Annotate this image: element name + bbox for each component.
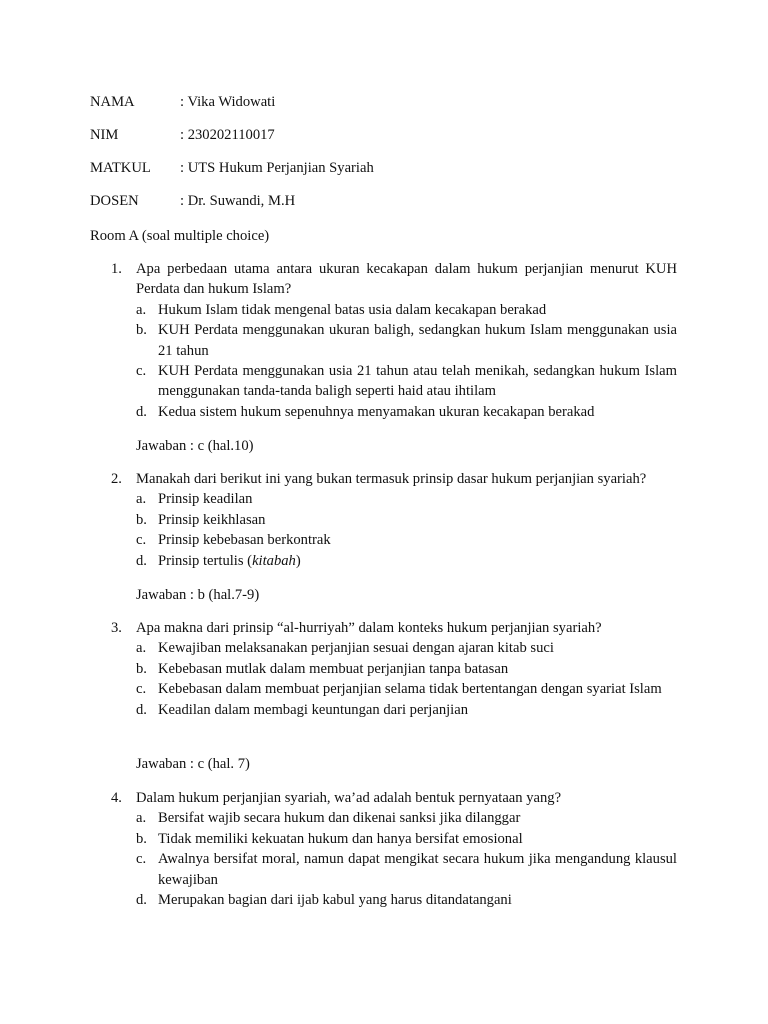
- option-letter: d.: [136, 701, 147, 718]
- question-number: 2.: [111, 471, 122, 487]
- option-text: Tidak memiliki kekuatan hukum dan hanya bersifat emosional: [158, 830, 523, 847]
- option-item: [136, 638, 677, 658]
- option-item: [136, 890, 677, 910]
- field-value-dosen: : Dr. Suwandi, M.H: [180, 193, 296, 209]
- question-text: Dalam hukum perjanjian syariah, wa’ad adalah bentuk pernyataan yang?: [136, 790, 562, 806]
- option-text: Kebebasan mutlak dalam membuat perjanjian tanpa batasan: [158, 660, 509, 677]
- option-item: [136, 361, 677, 402]
- question-text: Apa makna dari prinsip “al-hurriyah” dalam konteks hukum perjanjian syariah?: [136, 620, 602, 636]
- option-letter: b.: [136, 322, 147, 339]
- question-4: [111, 788, 677, 910]
- answer-3: Jawaban : c (hal. 7): [136, 756, 250, 772]
- option-text: [158, 551, 677, 571]
- option-list: [136, 638, 677, 720]
- option-letter: a.: [136, 810, 147, 827]
- field-value-nama: : Vika Widowati: [180, 94, 276, 110]
- option-text: Awalnya bersifat moral, namun dapat mengikat secara hukum jika mengandung klausul kewajiban: [158, 851, 677, 888]
- option-item: [136, 808, 677, 828]
- option-text-before: Prinsip tertulis (: [158, 552, 253, 569]
- question-text: Apa perbedaan utama antara ukuran kecakapan dalam hukum perjanjian menurut KUH Perdata dan hukum Islam?: [136, 261, 677, 298]
- section-title: Room A (soal multiple choice): [90, 228, 270, 244]
- field-value-matkul: : UTS Hukum Perjanjian Syariah: [180, 160, 374, 176]
- answer-1: Jawaban : c (hal.10): [136, 438, 254, 454]
- option-item: [136, 659, 677, 679]
- option-item: [136, 551, 677, 571]
- field-label-nim: NIM: [90, 127, 119, 143]
- option-letter: a.: [136, 640, 147, 657]
- option-list: [136, 489, 677, 571]
- option-letter: a.: [136, 301, 147, 318]
- field-label-nama: NAMA: [90, 94, 135, 110]
- option-text: Kedua sistem hukum sepenuhnya menyamakan ukuran kecakapan berakad: [158, 403, 595, 420]
- field-value-nim: : 230202110017: [180, 127, 275, 143]
- option-text: Prinsip keadilan: [158, 491, 253, 508]
- option-letter: a.: [136, 491, 147, 508]
- question-number: 3.: [111, 620, 122, 636]
- option-letter: d.: [136, 403, 147, 420]
- option-item: [136, 320, 677, 361]
- option-letter: d.: [136, 892, 147, 909]
- option-text: Prinsip keikhlasan: [158, 511, 266, 528]
- option-item: [136, 700, 677, 720]
- option-item: [136, 402, 677, 422]
- question-3: [111, 618, 677, 720]
- option-text-italic: kitabah: [252, 552, 296, 569]
- option-text: Bersifat wajib secara hukum dan dikenai sanksi jika dilanggar: [158, 810, 521, 827]
- option-text: KUH Perdata menggunakan usia 21 tahun atau telah menikah, sedangkan hukum Islam menggunakan tanda-tanda baligh seperti haid atau ihtilam: [158, 363, 677, 400]
- option-text-after: ): [295, 552, 301, 569]
- option-text: Merupakan bagian dari ijab kabul yang harus ditandatangani: [158, 892, 512, 909]
- option-letter: b.: [136, 511, 147, 528]
- option-letter: c.: [136, 532, 147, 549]
- question-2: [111, 469, 677, 571]
- option-text: Hukum Islam tidak mengenal batas usia dalam kecakapan berakad: [158, 301, 547, 318]
- option-letter: b.: [136, 830, 147, 847]
- option-item: [136, 489, 677, 509]
- option-letter: d.: [136, 552, 147, 569]
- option-text: KUH Perdata menggunakan ukuran baligh, sedangkan hukum Islam menggunakan usia 21 tahun: [158, 322, 677, 359]
- question-number: 4.: [111, 790, 122, 806]
- option-letter: c.: [136, 363, 147, 380]
- option-item: [136, 510, 677, 530]
- answer-2: Jawaban : b (hal.7-9): [136, 587, 260, 603]
- option-text: Kewajiban melaksanakan perjanjian sesuai dengan ajaran kitab suci: [158, 640, 554, 657]
- question-number: 1.: [111, 261, 122, 277]
- option-item: [136, 829, 677, 849]
- field-label-dosen: DOSEN: [90, 193, 139, 209]
- option-item: [136, 300, 677, 320]
- option-letter: b.: [136, 660, 147, 677]
- option-text: Keadilan dalam membagi keuntungan dari perjanjian: [158, 701, 469, 718]
- option-letter: c.: [136, 851, 147, 868]
- option-list: [136, 300, 677, 422]
- option-letter: c.: [136, 681, 147, 698]
- option-text: Kebebasan dalam membuat perjanjian selama tidak bertentangan dengan syariat Islam: [158, 681, 662, 698]
- option-item: [136, 530, 677, 550]
- option-item: [136, 679, 677, 699]
- field-label-matkul: MATKUL: [90, 160, 151, 176]
- option-item: [136, 849, 677, 890]
- question-text: Manakah dari berikut ini yang bukan termasuk prinsip dasar hukum perjanjian syariah?: [136, 471, 647, 487]
- option-list: [136, 808, 677, 910]
- option-text: Prinsip kebebasan berkontrak: [158, 532, 331, 549]
- question-1: [111, 259, 677, 422]
